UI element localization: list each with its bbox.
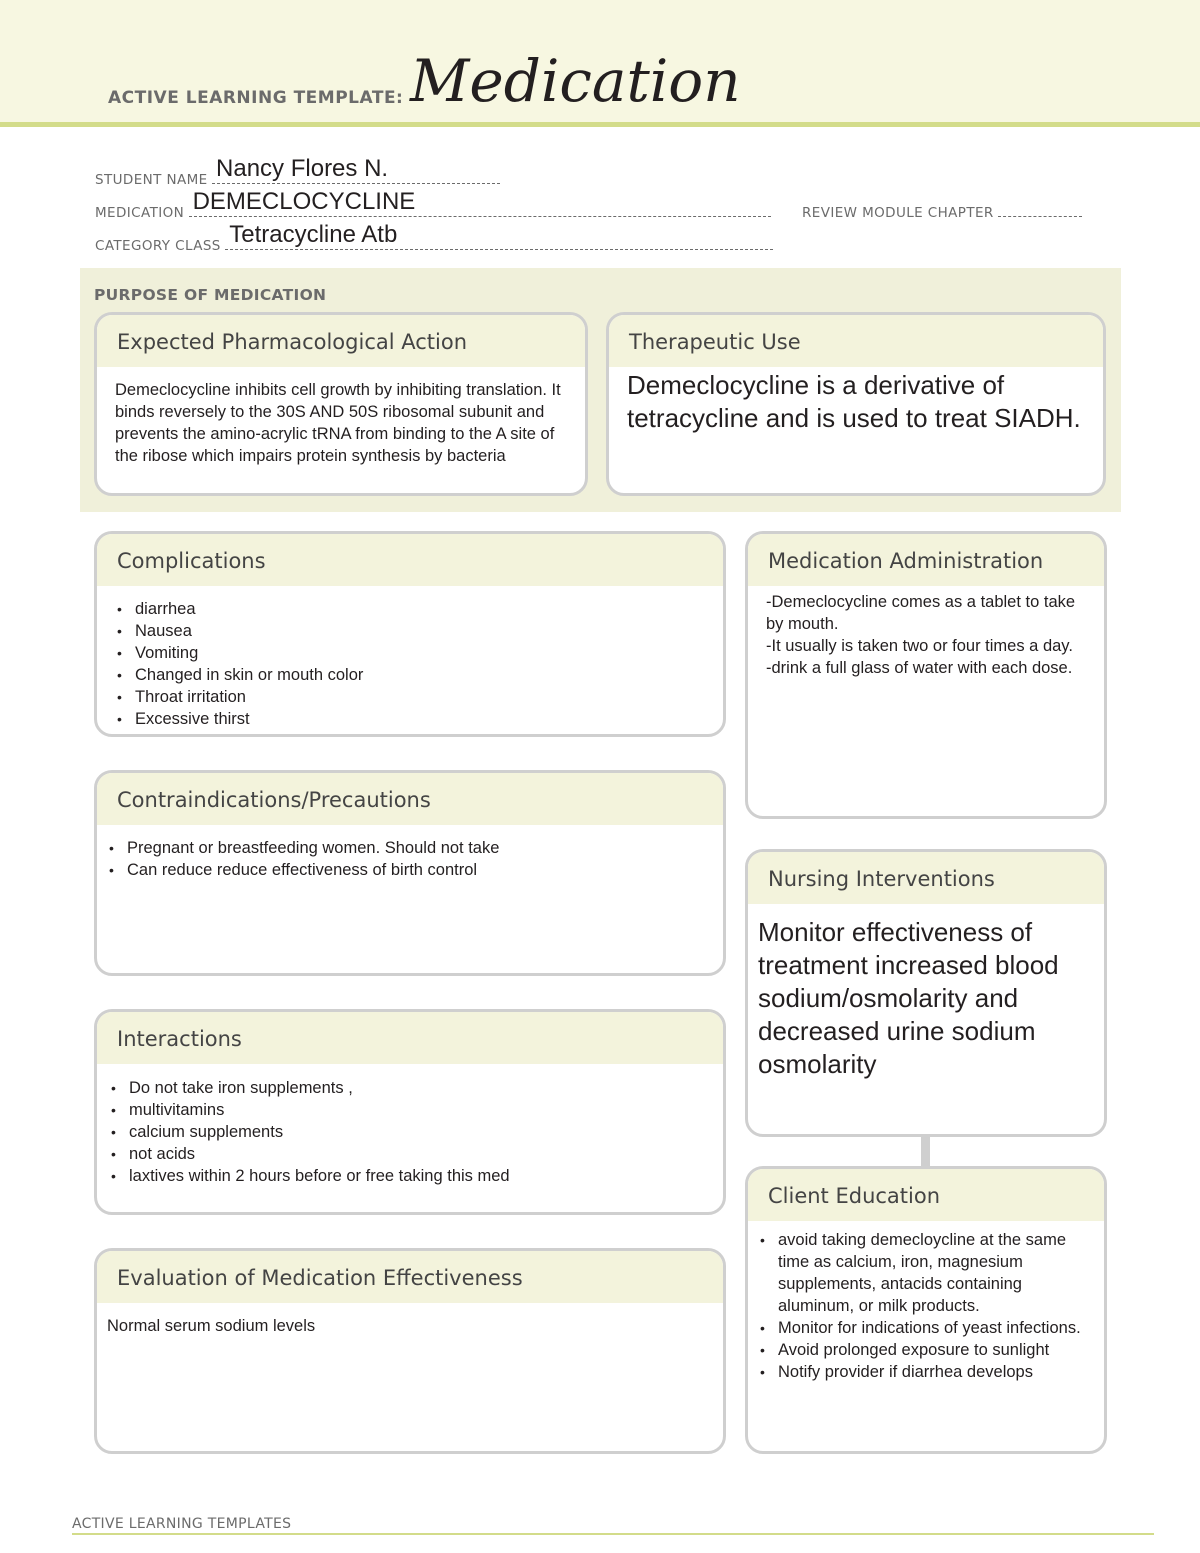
student-name-value: Nancy Flores N. xyxy=(216,155,389,182)
header-divider xyxy=(0,122,1200,127)
footer-divider xyxy=(72,1533,1154,1535)
list-item: • laxtives within 2 hours before or free taking this med xyxy=(109,1165,707,1187)
therapeutic-use-text: Demeclocycline is a derivative of tetracycline and is used to treat SIADH. xyxy=(627,370,1081,433)
medication-field[interactable] xyxy=(189,188,771,217)
therapeutic-use-card xyxy=(606,312,1106,496)
medication-value: DEMECLOCYCLINE xyxy=(192,188,416,215)
list-item: • Do not take iron supplements , xyxy=(109,1077,707,1099)
category-class-label: CATEGORY CLASS xyxy=(95,238,221,254)
client-education-title: Client Education xyxy=(768,1184,941,1208)
evaluation-card xyxy=(94,1248,726,1454)
complications-header xyxy=(97,534,723,586)
evaluation-header xyxy=(97,1251,723,1303)
nursing-interventions-title: Nursing Interventions xyxy=(768,867,995,891)
card-connector xyxy=(921,1134,930,1168)
nursing-interventions-header xyxy=(748,852,1104,904)
administration-line: -drink a full glass of water with each dose. xyxy=(766,659,1073,677)
contraindications-header xyxy=(97,773,723,825)
list-item: • Notify provider if diarrhea develops xyxy=(758,1361,1094,1383)
expected-action-text: Demeclocycline inhibits cell growth by inhibiting translation. It binds reversely to the 30S AND 50S ribosomal subunit and prevents the amino-acrylic tRNA from binding to the A site of the ribose which impairs protein synthesis by bacteria xyxy=(115,381,561,465)
review-module-field[interactable] xyxy=(998,196,1082,217)
medication-label: MEDICATION xyxy=(95,205,185,221)
contraindications-list xyxy=(107,837,707,881)
administration-line: -It usually is taken two or four times a day. xyxy=(766,637,1073,655)
list-item: • Vomiting xyxy=(115,642,707,664)
expected-action-card xyxy=(94,312,588,496)
list-item: • Pregnant or breastfeeding women. Should not take xyxy=(107,837,707,859)
footer-label: ACTIVE LEARNING TEMPLATES xyxy=(72,1516,292,1532)
list-item: • Avoid prolonged exposure to sunlight xyxy=(758,1339,1094,1361)
student-name-label: STUDENT NAME xyxy=(95,172,208,188)
list-item: • Nausea xyxy=(115,620,707,642)
list-item: • multivitamins xyxy=(109,1099,707,1121)
review-module-row xyxy=(802,196,1082,222)
contraindications-card xyxy=(94,770,726,976)
list-item: • not acids xyxy=(109,1143,707,1165)
administration-header xyxy=(748,534,1104,586)
list-item: • calcium supplements xyxy=(109,1121,707,1143)
interactions-title: Interactions xyxy=(117,1027,242,1051)
contraindications-title: Contraindications/Precautions xyxy=(117,788,431,812)
review-module-label: REVIEW MODULE CHAPTER xyxy=(802,205,994,221)
list-item: • diarrhea xyxy=(115,598,707,620)
category-class-field[interactable] xyxy=(225,221,773,250)
administration-body xyxy=(748,586,1104,679)
template-label: ACTIVE LEARNING TEMPLATE: xyxy=(108,88,404,108)
administration-card xyxy=(745,531,1107,819)
evaluation-title: Evaluation of Medication Effectiveness xyxy=(117,1266,523,1290)
administration-title: Medication Administration xyxy=(768,549,1044,573)
student-name-row xyxy=(95,155,500,189)
purpose-title: PURPOSE OF MEDICATION xyxy=(94,286,327,304)
expected-action-title: Expected Pharmacological Action xyxy=(117,330,468,354)
interactions-list xyxy=(109,1077,707,1187)
list-item: • avoid taking demecloycline at the same time as calcium, iron, magnesium supplements, antacids containing aluminum, or milk products. xyxy=(758,1229,1094,1317)
nursing-interventions-card xyxy=(745,849,1107,1137)
client-education-card xyxy=(745,1166,1107,1454)
expected-action-header xyxy=(97,315,585,367)
category-class-row xyxy=(95,221,773,255)
complications-body xyxy=(97,586,723,730)
contraindications-body xyxy=(97,825,723,881)
interactions-header xyxy=(97,1012,723,1064)
complications-list xyxy=(115,598,707,730)
therapeutic-use-header xyxy=(609,315,1103,367)
therapeutic-use-title: Therapeutic Use xyxy=(629,330,801,354)
administration-line: -Demeclocycline comes as a tablet to take by mouth. xyxy=(766,593,1076,633)
template-title: Medication xyxy=(410,47,741,115)
client-education-list xyxy=(758,1229,1094,1383)
nursing-interventions-text: Monitor effectiveness of treatment increased blood sodium/osmolarity and decreased urine sodium osmolarity xyxy=(758,917,1059,1079)
student-name-field[interactable] xyxy=(212,155,500,184)
complications-card xyxy=(94,531,726,737)
list-item: • Can reduce reduce effectiveness of birth control xyxy=(107,859,707,881)
evaluation-text: Normal serum sodium levels xyxy=(107,1317,316,1335)
complications-title: Complications xyxy=(117,549,266,573)
interactions-card xyxy=(94,1009,726,1215)
list-item: • Changed in skin or mouth color xyxy=(115,664,707,686)
category-class-value: Tetracycline Atb xyxy=(229,221,398,248)
list-item: • Excessive thirst xyxy=(115,708,707,730)
list-item: • Monitor for indications of yeast infections. xyxy=(758,1317,1094,1339)
client-education-body xyxy=(748,1221,1104,1383)
interactions-body xyxy=(97,1064,723,1187)
list-item: • Throat irritation xyxy=(115,686,707,708)
client-education-header xyxy=(748,1169,1104,1221)
medication-row xyxy=(95,188,771,222)
